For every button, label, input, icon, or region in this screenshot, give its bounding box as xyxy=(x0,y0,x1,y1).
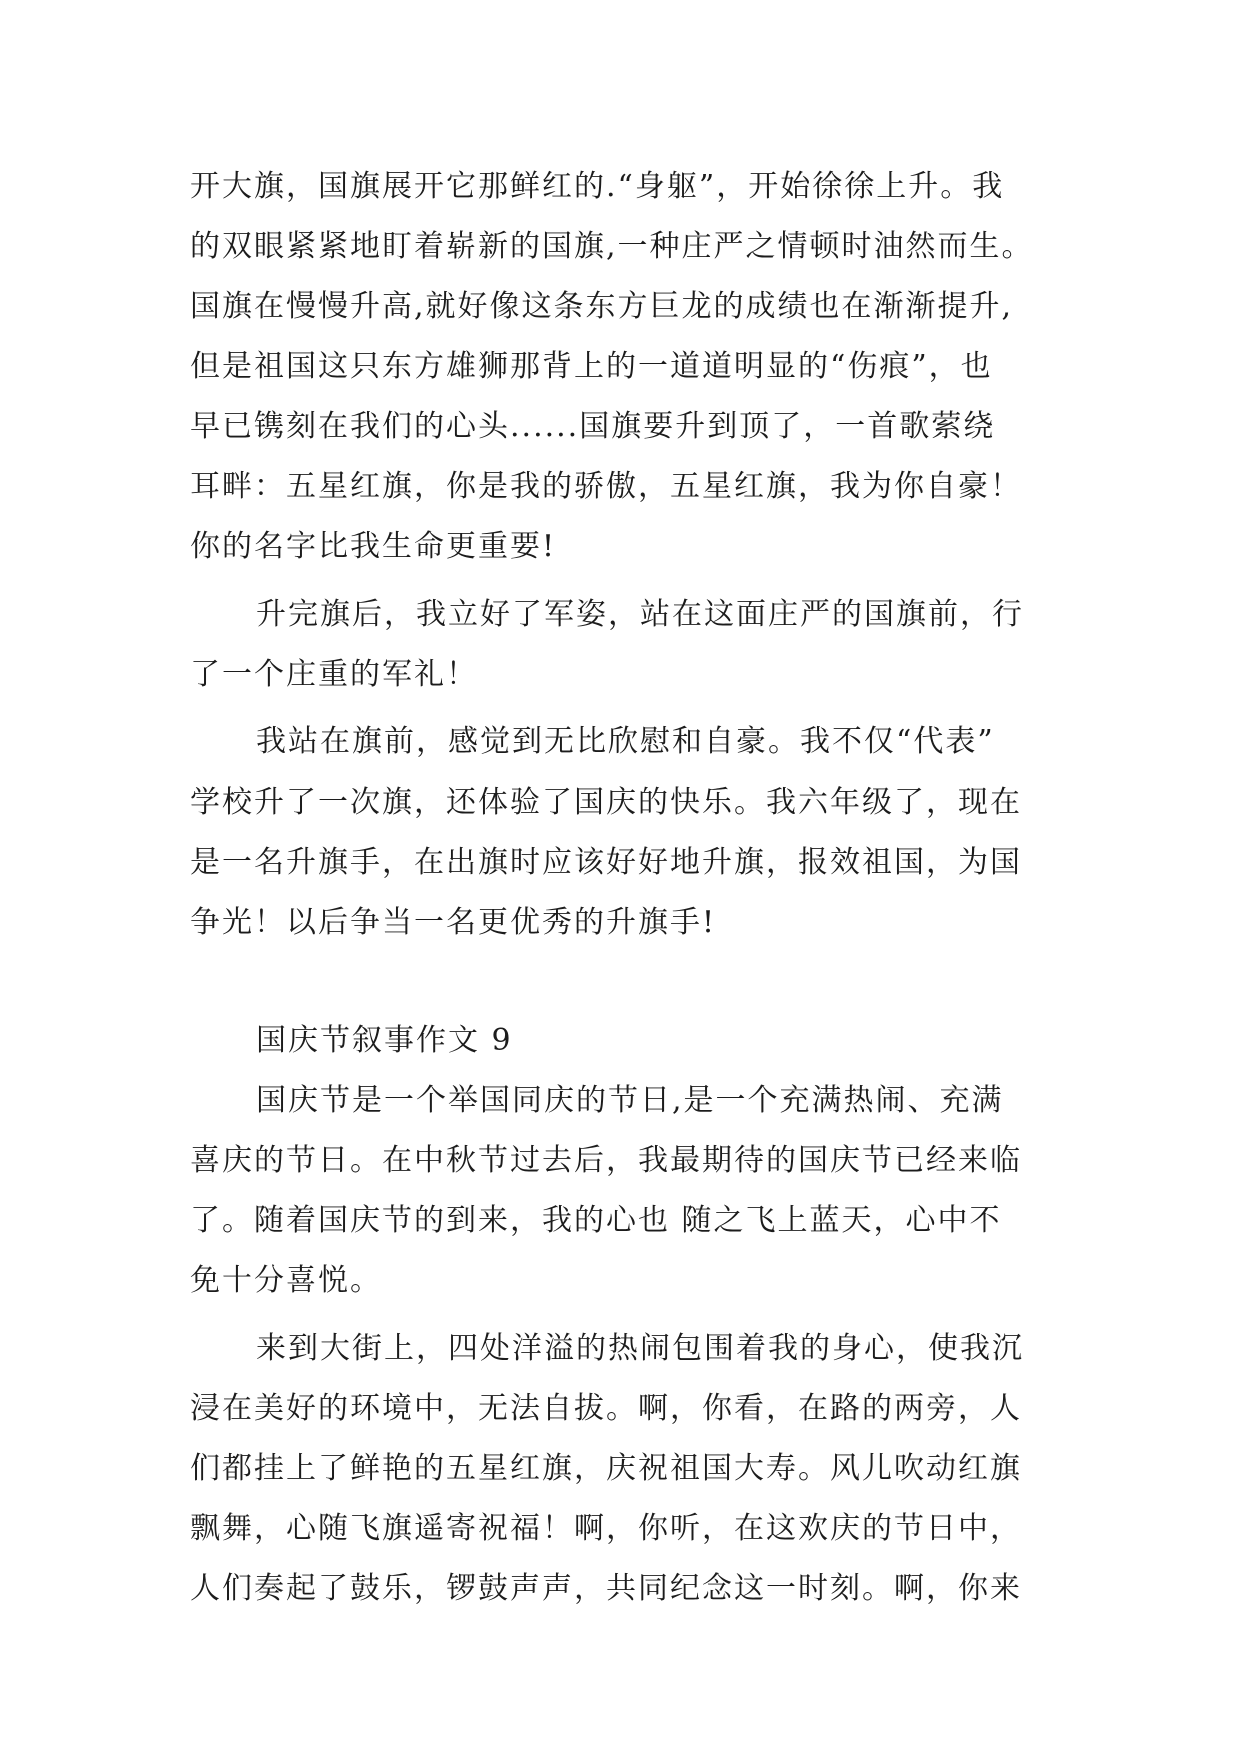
paragraph-first-line: 升完旗后，我立好了军姿，站在这面庄严的国旗前，行 xyxy=(256,597,1024,632)
text-line: 们都挂上了鲜艳的五星红旗，庆祝祖国大寿。风儿吹动红旗 xyxy=(190,1451,1022,1486)
paragraph-first-line: 国庆节是一个举国同庆的节日,是一个充满热闹、充满 xyxy=(256,1083,1004,1118)
text-line: 争光！以后争当一名更优秀的升旗手! xyxy=(190,905,717,940)
text-line: 耳畔：五星红旗，你是我的骄傲，五星红旗，我为你自豪！ xyxy=(190,469,1022,504)
text-line: 早已镌刻在我们的心头......国旗要升到顶了，一首歌萦绕 xyxy=(190,409,996,444)
text-line: 国旗在慢慢升高,就好像这条东方巨龙的成绩也在渐渐提升, xyxy=(190,289,1014,324)
text-line: 飘舞，心随飞旗遥寄祝福！啊，你听，在这欢庆的节日中， xyxy=(190,1511,1022,1546)
text-line: 了。随着国庆节的到来，我的心也 随之飞上蓝天，心中不 xyxy=(190,1203,1002,1238)
text-line: 开大旗，国旗展开它那鲜红的.“身躯”，开始徐徐上升。我 xyxy=(190,169,1005,204)
text-line: 但是祖国这只东方雄狮那背上的一道道明显的“伤痕”，也 xyxy=(190,349,993,384)
text-line: 了一个庄重的军礼！ xyxy=(190,657,478,692)
paragraph-first-line: 我站在旗前，感觉到无比欣慰和自豪。我不仅“代表” xyxy=(256,724,995,759)
text-line: 的双眼紧紧地盯着崭新的国旗,一种庄严之情顿时油然而生。 xyxy=(190,229,1034,264)
text-line: 浸在美好的环境中，无法自拔。啊，你看，在路的两旁，人 xyxy=(190,1391,1022,1426)
section-title: 国庆节叙事作文 9 xyxy=(256,1023,513,1058)
text-line: 是一名升旗手，在出旗时应该好好地升旗，报效祖国，为国 xyxy=(190,845,1022,880)
text-line: 你的名字比我生命更重要! xyxy=(190,529,557,564)
text-line: 人们奏起了鼓乐，锣鼓声声，共同纪念这一时刻。啊，你来 xyxy=(190,1571,1022,1606)
text-line: 学校升了一次旗，还体验了国庆的快乐。我六年级了，现在 xyxy=(190,785,1022,820)
paragraph-first-line: 来到大街上，四处洋溢的热闹包围着我的身心，使我沉 xyxy=(256,1331,1024,1366)
text-line: 喜庆的节日。在中秋节过去后，我最期待的国庆节已经来临 xyxy=(190,1143,1022,1178)
text-line: 免十分喜悦。 xyxy=(190,1263,382,1298)
